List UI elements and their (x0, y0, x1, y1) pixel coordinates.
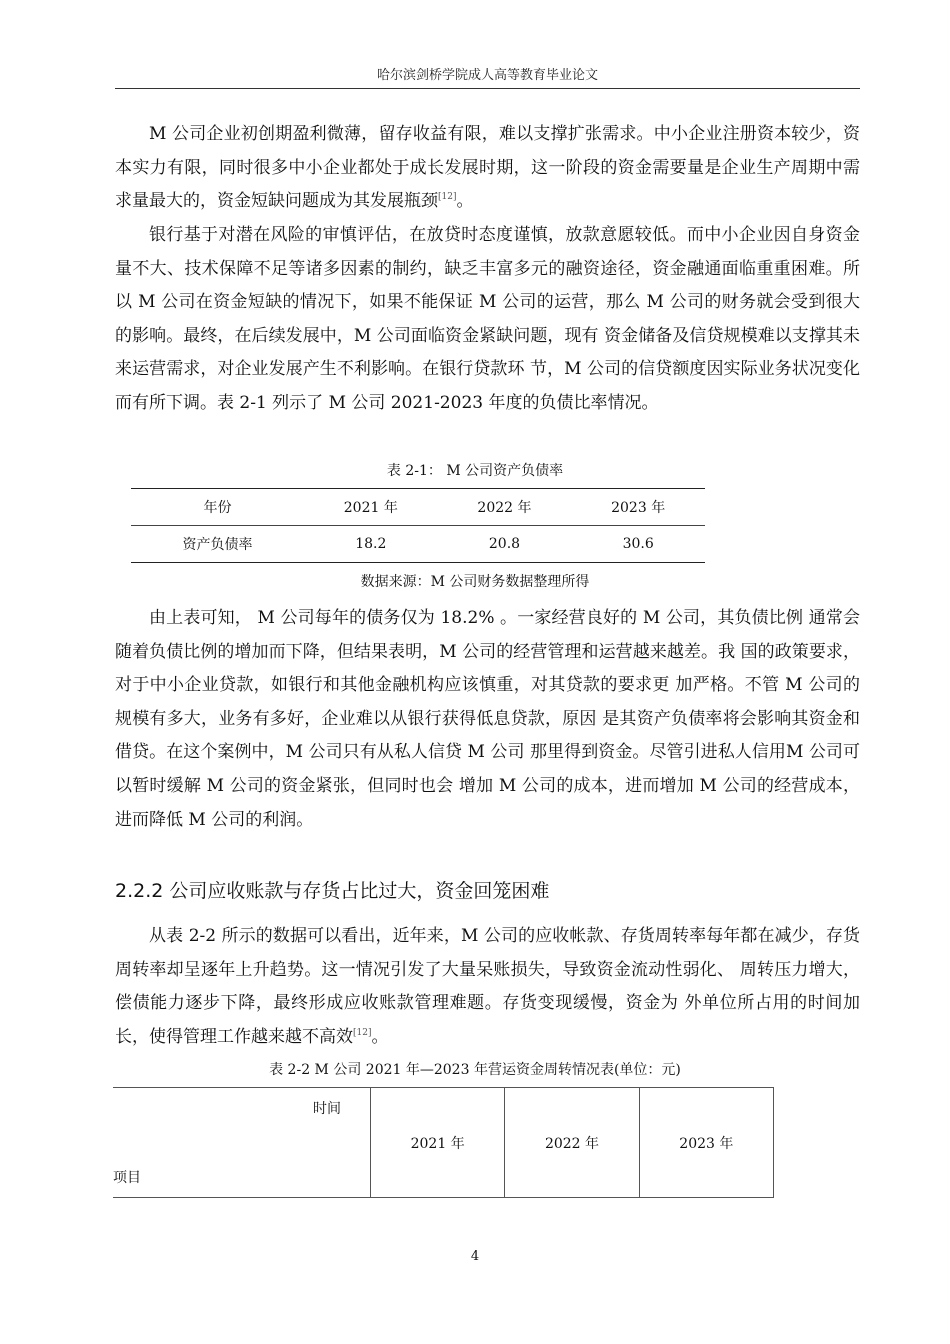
paragraph-4-text: 从表 2-2 所示的数据可以看出，近年来，M 公司的应收帐款、存货周转率每年都在减少，存货周转率却呈逐年上升趋势。这一情况引发了大量呆账损失，导致资金流动性弱化、 周转压力增大，偿债能力逐步下降，最终形成应收账款管理难题。存货变现缓慢，资金为 外单位所占用的时间加长，使得管理工作越来越不高效 (115, 926, 860, 1047)
section-heading: 2.2.2 公司应收账款与存货占比过大，资金回笼困难 (115, 880, 550, 902)
table-1-cell: 20.8 (438, 526, 572, 563)
table-1-header-cell: 年份 (131, 489, 304, 526)
table-2-corner-item: 项目 (113, 1170, 141, 1186)
citation-1: [12] (438, 192, 457, 203)
table-2-header-row (113, 1088, 774, 1198)
paragraph-1-text: M 公司企业初创期盈利微薄，留存收益有限，难以支撑扩张需求。中小企业注册资本较少，资本实力有限，同时很多中小企业都处于成长发展时期，这一阶段的资金需要量是企业生产周期中需求量最大的，资金短缺问题成为其发展瓶颈 (115, 124, 860, 212)
table-1-header-row (131, 489, 705, 526)
table-2-year-cell: 2022 年 (505, 1088, 639, 1198)
citation-2: [12] (353, 1027, 372, 1038)
table-1-row (131, 526, 705, 563)
table-1-cell: 资产负债率 (131, 526, 304, 563)
table-1-header-cell: 2021 年 (304, 489, 438, 526)
table-1 (131, 488, 705, 563)
running-header: 哈尔滨剑桥学院成人高等教育毕业论文 (376, 68, 598, 83)
table-1-source: 数据来源：M 公司财务数据整理所得 (360, 574, 590, 590)
table-2-caption: 表 2-2 M 公司 2021 年—2023 年营运资金周转情况表(单位：元) (269, 1062, 681, 1078)
table-2-year-cell: 2021 年 (371, 1088, 505, 1198)
paragraph-1 (115, 118, 860, 219)
table-1-cell: 18.2 (304, 526, 438, 563)
page-number: 4 (470, 1249, 480, 1264)
table-2 (113, 1087, 774, 1198)
table-1-header-cell: 2022 年 (438, 489, 572, 526)
paragraph-1-end: 。 (456, 191, 474, 212)
header-rule (115, 88, 860, 89)
paragraph-3: 由上表可知， M 公司每年的债务仅为 18.2% 。一家经营良好的 M 公司，其负债比例 通常会随着负债比例的增加而下降，但结果表明，M 公司的经营管理和运营越来越差。我 国的政策要求，对于中小企业贷款，如银行和其他金融机构应该慎重，对其贷款的要求更 加严格。不管 M 公司的规模有多大，业务有多好，企业难以从银行获得低息贷款，原因 是其资产负债率将会影响其资金和借贷。在这个案例中，M 公司只有从私人信贷 M 公司 那里得到资金。尽管引进私人信用M 公司可以暂时缓解 M 公司的资金紧张，但同时也会 增加 M 公司的成本，进而增加 M 公司的经营成本，进而降低 M 公司的利润。 (115, 608, 860, 830)
table-2-corner-time: 时间 (313, 1101, 341, 1117)
table-1-header-cell: 2023 年 (571, 489, 705, 526)
table-1-cell: 30.6 (571, 526, 705, 563)
table-2-corner-cell (113, 1088, 371, 1198)
paragraph-2: 银行基于对潜在风险的审慎评估，在放贷时态度谨慎，放款意愿较低。而中小企业因自身资金量不大、技术保障不足等诸多因素的制约，缺乏丰富多元的融资途径，资金融通面临重重困难。所以 M 公司在资金短缺的情况下，如果不能保证 M 公司的运营，那么 M 公司的财务就会受到很大的影响。最终，在后续发展中，M 公司面临资金紧缺问题，现有 资金储备及信贷规模难以支撑其未来运营需求，对企业发展产生不利影响。在银行贷款环 节，M 公司的信贷额度因实际业务状况变化而有所下调。表 2-1 列示了 M 公司 2021-2023 年度的负债比率情况。 (115, 225, 860, 413)
table-2-year-cell: 2023 年 (639, 1088, 773, 1198)
paragraph-4 (115, 920, 860, 1054)
table-1-caption: 表 2-1： M 公司资产负债率 (386, 463, 564, 479)
paragraph-4-end: 。 (371, 1026, 389, 1047)
